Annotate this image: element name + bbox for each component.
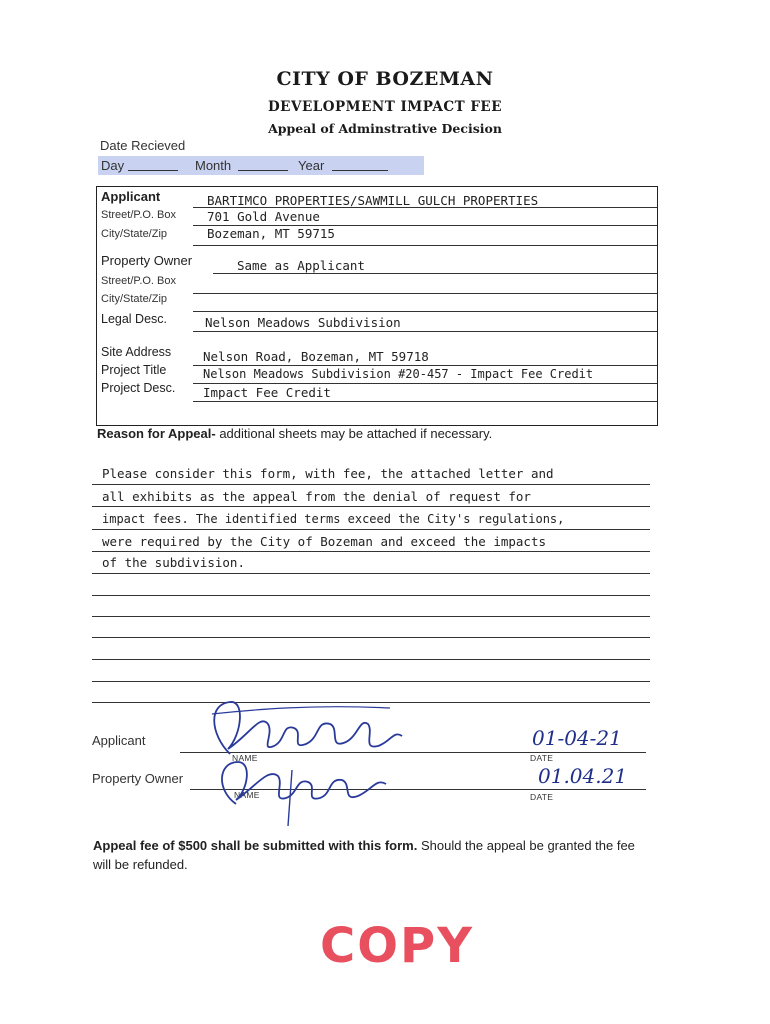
project-desc-label: Project Desc. [101, 381, 176, 395]
ruled-line [92, 681, 650, 682]
reason-line-1[interactable]: Please consider this form, with fee, the attached letter and [102, 466, 554, 481]
property-owner-label: Property Owner [101, 253, 193, 268]
ruled-line [92, 551, 650, 552]
divider [193, 331, 657, 332]
owner-date[interactable]: 01.04.21 [538, 764, 628, 788]
project-title-label: Project Title [101, 363, 167, 377]
applicant-date-caption: DATE [530, 753, 554, 763]
owner-date-caption: DATE [530, 792, 554, 802]
legal-desc[interactable]: Nelson Meadows Subdivision [205, 315, 401, 330]
project-title[interactable]: Nelson Meadows Subdivision #20-457 - Impact Fee Credit [203, 367, 594, 381]
owner-street-label: Street/P.O. Box [101, 275, 177, 287]
ruled-line [92, 616, 650, 617]
month-label: Month [195, 158, 232, 173]
applicant-city-label: City/State/Zip [101, 228, 168, 240]
reason-heading-bold: Reason for Appeal- [97, 426, 216, 441]
site-address-label: Site Address [101, 345, 172, 359]
city-title: CITY OF BOZEMAN [276, 68, 494, 90]
applicant-signature-label: Applicant [92, 733, 146, 748]
date-received-label: Date Recieved [100, 138, 186, 153]
reason-heading [97, 426, 492, 441]
divider [193, 383, 657, 384]
fee-notice [93, 836, 653, 874]
applicant-name[interactable]: BARTIMCO PROPERTIES/SAWMILL GULCH PROPERTIES [207, 193, 539, 208]
applicant-label: Applicant [101, 189, 161, 204]
divider [213, 273, 657, 274]
divider [193, 245, 657, 246]
ruled-line [92, 637, 650, 638]
legal-desc-label: Legal Desc. [101, 312, 168, 326]
ruled-line [92, 529, 650, 530]
year-blank[interactable] [332, 170, 388, 171]
owner-signature-label: Property Owner [92, 771, 184, 786]
ruled-line [92, 659, 650, 660]
fee-notice-rest: Should the appeal be granted the fee will be refunded. [93, 838, 635, 872]
day-label: Day [101, 158, 125, 173]
ruled-line [92, 595, 650, 596]
day-blank[interactable] [128, 170, 178, 171]
ruled-line [92, 506, 650, 507]
reason-heading-rest: additional sheets may be attached if necessary. [215, 426, 493, 441]
ruled-line [92, 484, 650, 485]
year-label: Year [298, 158, 325, 173]
owner-name-caption: NAME [234, 790, 260, 800]
reason-line-2[interactable]: all exhibits as the appeal from the denial of request for [102, 489, 531, 504]
owner-city-field[interactable] [193, 311, 657, 312]
reason-line-5[interactable]: of the subdivision. [102, 555, 245, 570]
ruled-line [92, 573, 650, 574]
reason-line-4[interactable]: were required by the City of Bozeman and exceed the impacts [102, 534, 547, 549]
divider [193, 401, 657, 402]
applicant-name-caption: NAME [232, 753, 258, 763]
site-address[interactable]: Nelson Road, Bozeman, MT 59718 [203, 349, 429, 364]
applicant-street-label: Street/P.O. Box [101, 209, 177, 221]
form-title: DEVELOPMENT IMPACT FEE [267, 99, 503, 115]
project-desc[interactable]: Impact Fee Credit [203, 385, 331, 400]
date-received-field[interactable] [98, 156, 424, 175]
reason-line-3[interactable]: impact fees. The identified terms exceed the City's regulations, [102, 512, 565, 526]
form-subtitle: Appeal of Adminstrative Decision [268, 121, 502, 136]
applicant-street[interactable]: 701 Gold Avenue [207, 209, 320, 224]
fee-notice-bold: Appeal fee of $500 shall be submitted with this form. [93, 838, 418, 853]
month-blank[interactable] [238, 170, 288, 171]
applicant-date[interactable]: 01-04-21 [532, 726, 622, 750]
property-owner-name[interactable]: Same as Applicant [237, 258, 365, 273]
divider [193, 207, 657, 208]
applicant-info-box [96, 186, 658, 426]
divider [193, 365, 657, 366]
applicant-city[interactable]: Bozeman, MT 59715 [207, 226, 335, 241]
owner-city-label: City/State/Zip [101, 293, 168, 305]
owner-street-field[interactable] [193, 293, 657, 294]
copy-stamp: COPY [320, 918, 474, 974]
owner-signature [196, 750, 416, 830]
